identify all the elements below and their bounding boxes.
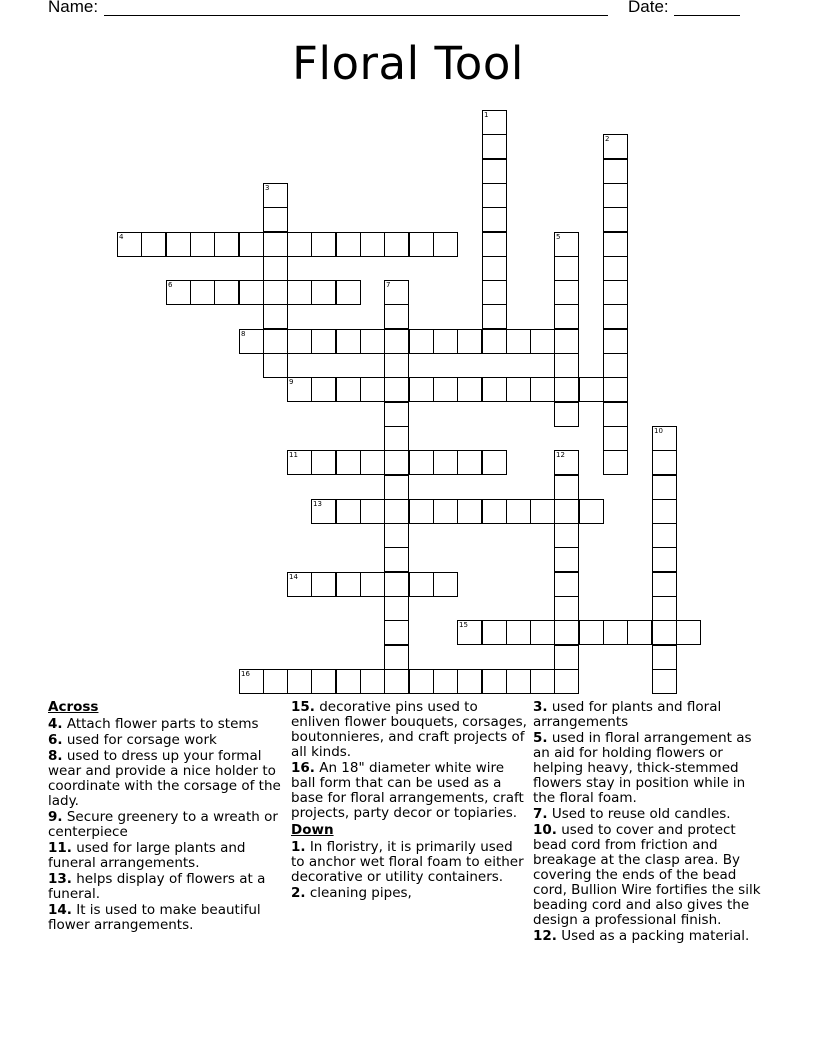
clues-column-2 bbox=[291, 700, 527, 902]
grid-cell[interactable] bbox=[166, 232, 191, 257]
grid-cell[interactable] bbox=[506, 499, 531, 524]
grid-cell[interactable] bbox=[603, 159, 628, 184]
grid-cell[interactable] bbox=[482, 232, 507, 257]
clue-number: 13 bbox=[313, 500, 322, 508]
grid-cell[interactable] bbox=[579, 620, 604, 645]
grid-cell[interactable] bbox=[384, 280, 409, 305]
grid-cell[interactable] bbox=[384, 547, 409, 572]
grid-cell[interactable] bbox=[263, 256, 288, 281]
down-clue bbox=[533, 700, 769, 730]
grid-cell[interactable] bbox=[482, 377, 507, 402]
grid-cell[interactable] bbox=[554, 450, 579, 475]
grid-cell[interactable] bbox=[311, 499, 336, 524]
grid-cell[interactable] bbox=[311, 669, 336, 694]
clue-text: Used to reuse old candles. bbox=[551, 806, 731, 822]
grid-cell[interactable] bbox=[360, 329, 385, 354]
grid-cell[interactable] bbox=[239, 280, 264, 305]
clue-number-label: 6. bbox=[48, 732, 63, 748]
clues-column-3 bbox=[533, 700, 769, 945]
grid-cell[interactable] bbox=[336, 499, 361, 524]
clue-number-label: 2. bbox=[291, 885, 306, 901]
grid-cell[interactable] bbox=[652, 499, 677, 524]
across-clue bbox=[48, 717, 284, 732]
grid-cell[interactable] bbox=[554, 256, 579, 281]
grid-cell[interactable] bbox=[627, 620, 652, 645]
down-clue-list-continued bbox=[533, 700, 769, 944]
grid-cell[interactable] bbox=[287, 377, 312, 402]
name-label: Name: bbox=[48, 0, 99, 16]
grid-cell[interactable] bbox=[263, 183, 288, 208]
across-clue-list-continued bbox=[291, 700, 527, 821]
grid-cell[interactable] bbox=[360, 669, 385, 694]
grid-cell[interactable] bbox=[482, 450, 507, 475]
grid-cell[interactable] bbox=[384, 304, 409, 329]
down-clue bbox=[533, 823, 769, 928]
grid-cell[interactable] bbox=[433, 450, 458, 475]
down-clue-list bbox=[291, 840, 527, 901]
grid-cell[interactable] bbox=[482, 183, 507, 208]
grid-cell[interactable] bbox=[336, 450, 361, 475]
clue-number: 3 bbox=[265, 184, 270, 192]
clue-number: 8 bbox=[241, 330, 246, 338]
grid-cell[interactable] bbox=[554, 475, 579, 500]
grid-cell[interactable] bbox=[554, 572, 579, 597]
grid-cell[interactable] bbox=[311, 329, 336, 354]
clue-number: 9 bbox=[289, 378, 294, 386]
grid-cell[interactable] bbox=[287, 329, 312, 354]
grid-cell[interactable] bbox=[409, 450, 434, 475]
grid-cell[interactable] bbox=[482, 304, 507, 329]
clue-text: decorative pins used to enliven flower bouquets, corsages, boutonnieres, and craft projects of all kinds. bbox=[291, 699, 527, 760]
clue-text: used to cover and protect bead cord from friction and breakage at the clasp area. By covering the ends of the bead cord, Bullion Wire fortifies the silk beading cord and also gives the design a professional finish. bbox=[533, 822, 761, 928]
grid-cell[interactable] bbox=[311, 232, 336, 257]
across-heading: Across bbox=[48, 699, 99, 715]
down-heading: Down bbox=[291, 822, 334, 838]
date-label: Date: bbox=[628, 0, 669, 16]
grid-cell[interactable] bbox=[433, 669, 458, 694]
clue-text: An 18" diameter white wire ball form that can be used as a base for floral arrangements, craft projects, party decor or topiaries. bbox=[291, 760, 524, 821]
grid-cell[interactable] bbox=[384, 377, 409, 402]
clue-number: 5 bbox=[556, 233, 561, 241]
grid-cell[interactable] bbox=[554, 645, 579, 670]
clue-number-label: 15. bbox=[291, 699, 315, 715]
clue-text: used for corsage work bbox=[66, 732, 217, 748]
across-clue bbox=[291, 700, 527, 760]
grid-cell[interactable] bbox=[652, 547, 677, 572]
grid-cell[interactable] bbox=[239, 669, 264, 694]
grid-cell[interactable] bbox=[384, 232, 409, 257]
grid-cell[interactable] bbox=[506, 669, 531, 694]
grid-cell[interactable] bbox=[554, 523, 579, 548]
grid-cell[interactable] bbox=[603, 620, 628, 645]
grid-cell[interactable] bbox=[603, 402, 628, 427]
clue-number: 2 bbox=[605, 135, 610, 143]
grid-cell[interactable] bbox=[336, 232, 361, 257]
grid-cell[interactable] bbox=[482, 134, 507, 159]
grid-cell[interactable] bbox=[336, 329, 361, 354]
grid-cell[interactable] bbox=[652, 596, 677, 621]
grid-cell[interactable] bbox=[603, 450, 628, 475]
grid-cell[interactable] bbox=[384, 523, 409, 548]
grid-cell[interactable] bbox=[530, 499, 555, 524]
grid-cell[interactable] bbox=[384, 475, 409, 500]
grid-cell[interactable] bbox=[676, 620, 701, 645]
grid-cell[interactable] bbox=[384, 669, 409, 694]
across-clue bbox=[291, 761, 527, 821]
clue-text: used to dress up your formal wear and provide a nice holder to coordinate with the corsage of the lady. bbox=[48, 748, 281, 809]
grid-cell[interactable] bbox=[530, 329, 555, 354]
grid-cell[interactable] bbox=[652, 645, 677, 670]
clue-number: 12 bbox=[556, 451, 565, 459]
clue-text: used in floral arrangement as an aid for holding flowers or helping heavy, thick-stemmed flowers stay in position while in the floral foam. bbox=[533, 730, 752, 806]
clue-number: 4 bbox=[119, 233, 124, 241]
clue-text: helps display of flowers at a funeral. bbox=[48, 871, 266, 902]
clue-number-label: 4. bbox=[48, 716, 63, 732]
grid-cell[interactable] bbox=[360, 572, 385, 597]
down-clue bbox=[291, 840, 527, 885]
grid-cell[interactable] bbox=[287, 572, 312, 597]
grid-cell[interactable] bbox=[554, 620, 579, 645]
grid-cell[interactable] bbox=[263, 329, 288, 354]
clue-number: 14 bbox=[289, 573, 298, 581]
clue-number: 15 bbox=[459, 621, 468, 629]
grid-cell[interactable] bbox=[603, 207, 628, 232]
grid-cell[interactable] bbox=[336, 280, 361, 305]
grid-cell[interactable] bbox=[384, 426, 409, 451]
grid-cell[interactable] bbox=[433, 572, 458, 597]
grid-cell[interactable] bbox=[384, 402, 409, 427]
grid-cell[interactable] bbox=[117, 232, 142, 257]
grid-cell[interactable] bbox=[457, 450, 482, 475]
grid-cell[interactable] bbox=[239, 232, 264, 257]
grid-cell[interactable] bbox=[554, 280, 579, 305]
grid-cell[interactable] bbox=[311, 280, 336, 305]
grid-cell[interactable] bbox=[384, 329, 409, 354]
clue-text: Used as a packing material. bbox=[561, 928, 750, 944]
grid-cell[interactable] bbox=[409, 232, 434, 257]
across-clue bbox=[48, 841, 284, 871]
grid-cell[interactable] bbox=[384, 620, 409, 645]
across-clue bbox=[48, 749, 284, 809]
grid-cell[interactable] bbox=[603, 183, 628, 208]
grid-cell[interactable] bbox=[239, 329, 264, 354]
grid-cell[interactable] bbox=[457, 499, 482, 524]
grid-cell[interactable] bbox=[652, 475, 677, 500]
grid-cell[interactable] bbox=[457, 620, 482, 645]
grid-cell[interactable] bbox=[214, 232, 239, 257]
clue-number-label: 13. bbox=[48, 871, 72, 887]
grid-cell[interactable] bbox=[554, 377, 579, 402]
grid-cell[interactable] bbox=[457, 329, 482, 354]
down-clue bbox=[533, 731, 769, 806]
clue-number-label: 14. bbox=[48, 902, 72, 918]
grid-cell[interactable] bbox=[457, 377, 482, 402]
grid-cell[interactable] bbox=[409, 329, 434, 354]
grid-cell[interactable] bbox=[360, 232, 385, 257]
clue-text: used for plants and floral arrangements bbox=[533, 699, 722, 730]
grid-cell[interactable] bbox=[603, 232, 628, 257]
grid-cell[interactable] bbox=[482, 329, 507, 354]
grid-cell[interactable] bbox=[433, 329, 458, 354]
grid-cell[interactable] bbox=[433, 377, 458, 402]
across-clue bbox=[48, 903, 284, 933]
grid-cell[interactable] bbox=[603, 134, 628, 159]
grid-cell[interactable] bbox=[287, 280, 312, 305]
across-clue bbox=[48, 733, 284, 748]
grid-cell[interactable] bbox=[652, 669, 677, 694]
grid-cell[interactable] bbox=[263, 304, 288, 329]
grid-cell[interactable] bbox=[263, 353, 288, 378]
clue-text: It is used to make beautiful flower arrangements. bbox=[48, 902, 261, 933]
grid-cell[interactable] bbox=[482, 256, 507, 281]
grid-cell[interactable] bbox=[190, 232, 215, 257]
clue-number-label: 12. bbox=[533, 928, 557, 944]
clue-number-label: 16. bbox=[291, 760, 315, 776]
grid-cell[interactable] bbox=[530, 669, 555, 694]
grid-cell[interactable] bbox=[384, 645, 409, 670]
grid-cell[interactable] bbox=[652, 620, 677, 645]
grid-cell[interactable] bbox=[190, 280, 215, 305]
grid-cell[interactable] bbox=[409, 499, 434, 524]
grid-cell[interactable] bbox=[530, 620, 555, 645]
clue-number: 6 bbox=[168, 281, 173, 289]
grid-cell[interactable] bbox=[166, 280, 191, 305]
grid-cell[interactable] bbox=[263, 669, 288, 694]
grid-cell[interactable] bbox=[603, 329, 628, 354]
grid-cell[interactable] bbox=[336, 572, 361, 597]
grid-cell[interactable] bbox=[554, 402, 579, 427]
grid-cell[interactable] bbox=[603, 426, 628, 451]
grid-cell[interactable] bbox=[579, 499, 604, 524]
grid-cell[interactable] bbox=[384, 596, 409, 621]
grid-cell[interactable] bbox=[554, 547, 579, 572]
grid-cell[interactable] bbox=[652, 523, 677, 548]
grid-cell[interactable] bbox=[311, 450, 336, 475]
grid-cell[interactable] bbox=[652, 450, 677, 475]
grid-cell[interactable] bbox=[603, 280, 628, 305]
grid-cell[interactable] bbox=[554, 499, 579, 524]
grid-cell[interactable] bbox=[482, 207, 507, 232]
grid-cell[interactable] bbox=[433, 232, 458, 257]
clue-number: 10 bbox=[654, 427, 663, 435]
grid-cell[interactable] bbox=[263, 232, 288, 257]
clue-number-label: 9. bbox=[48, 809, 63, 825]
grid-cell[interactable] bbox=[482, 499, 507, 524]
grid-cell[interactable] bbox=[457, 669, 482, 694]
clue-number-label: 1. bbox=[291, 839, 306, 855]
across-clue-list bbox=[48, 717, 284, 933]
down-clue bbox=[533, 807, 769, 822]
clue-text: Secure greenery to a wreath or centerpiece bbox=[48, 809, 278, 840]
clue-text: used for large plants and funeral arrangements. bbox=[48, 840, 246, 871]
grid-cell[interactable] bbox=[530, 377, 555, 402]
clue-text: cleaning pipes, bbox=[309, 885, 412, 901]
grid-cell[interactable] bbox=[506, 620, 531, 645]
grid-cell[interactable] bbox=[263, 207, 288, 232]
grid-cell[interactable] bbox=[287, 232, 312, 257]
clue-number: 7 bbox=[386, 281, 391, 289]
grid-cell[interactable] bbox=[287, 669, 312, 694]
grid-cell[interactable] bbox=[652, 572, 677, 597]
grid-cell[interactable] bbox=[482, 280, 507, 305]
grid-cell[interactable] bbox=[214, 280, 239, 305]
grid-cell[interactable] bbox=[506, 329, 531, 354]
clue-text: In floristry, it is primarily used to anchor wet floral foam to either decorative or utility containers. bbox=[291, 839, 524, 885]
page-title: Floral Tool bbox=[292, 37, 524, 90]
grid-cell[interactable] bbox=[603, 377, 628, 402]
down-clue bbox=[533, 929, 769, 944]
grid-cell[interactable] bbox=[360, 377, 385, 402]
grid-cell[interactable] bbox=[554, 669, 579, 694]
grid-cell[interactable] bbox=[360, 450, 385, 475]
grid-cell[interactable] bbox=[554, 304, 579, 329]
grid-cell[interactable] bbox=[554, 596, 579, 621]
grid-cell[interactable] bbox=[311, 377, 336, 402]
clue-number: 1 bbox=[484, 111, 489, 119]
grid-cell[interactable] bbox=[263, 280, 288, 305]
grid-cell[interactable] bbox=[409, 669, 434, 694]
down-clue bbox=[291, 886, 527, 901]
clue-number-label: 7. bbox=[533, 806, 548, 822]
grid-cell[interactable] bbox=[603, 353, 628, 378]
clue-text: Attach flower parts to stems bbox=[66, 716, 259, 732]
grid-cell[interactable] bbox=[482, 110, 507, 135]
clue-number-label: 8. bbox=[48, 748, 63, 764]
grid-cell[interactable] bbox=[482, 669, 507, 694]
clue-number-label: 11. bbox=[48, 840, 72, 856]
grid-cell[interactable] bbox=[384, 499, 409, 524]
clues-column-1 bbox=[48, 700, 284, 934]
clue-number: 16 bbox=[241, 670, 250, 678]
grid-cell[interactable] bbox=[311, 572, 336, 597]
clue-number: 11 bbox=[289, 451, 298, 459]
grid-cell[interactable] bbox=[141, 232, 166, 257]
clue-number-label: 5. bbox=[533, 730, 548, 746]
grid-cell[interactable] bbox=[603, 304, 628, 329]
grid-cell[interactable] bbox=[554, 232, 579, 257]
grid-cell[interactable] bbox=[409, 572, 434, 597]
grid-cell[interactable] bbox=[409, 377, 434, 402]
across-clue bbox=[48, 872, 284, 902]
grid-cell[interactable] bbox=[384, 450, 409, 475]
grid-cell[interactable] bbox=[336, 377, 361, 402]
grid-cell[interactable] bbox=[579, 377, 604, 402]
grid-cell[interactable] bbox=[652, 426, 677, 451]
grid-cell[interactable] bbox=[482, 159, 507, 184]
across-clue bbox=[48, 810, 284, 840]
grid-cell[interactable] bbox=[482, 620, 507, 645]
clue-number-label: 10. bbox=[533, 822, 557, 838]
grid-cell[interactable] bbox=[554, 329, 579, 354]
grid-cell[interactable] bbox=[360, 499, 385, 524]
grid-cell[interactable] bbox=[433, 499, 458, 524]
grid-cell[interactable] bbox=[336, 669, 361, 694]
grid-cell[interactable] bbox=[384, 353, 409, 378]
clue-number-label: 3. bbox=[533, 699, 548, 715]
grid-cell[interactable] bbox=[287, 450, 312, 475]
grid-cell[interactable] bbox=[554, 353, 579, 378]
grid-cell[interactable] bbox=[603, 256, 628, 281]
grid-cell[interactable] bbox=[384, 572, 409, 597]
grid-cell[interactable] bbox=[506, 377, 531, 402]
